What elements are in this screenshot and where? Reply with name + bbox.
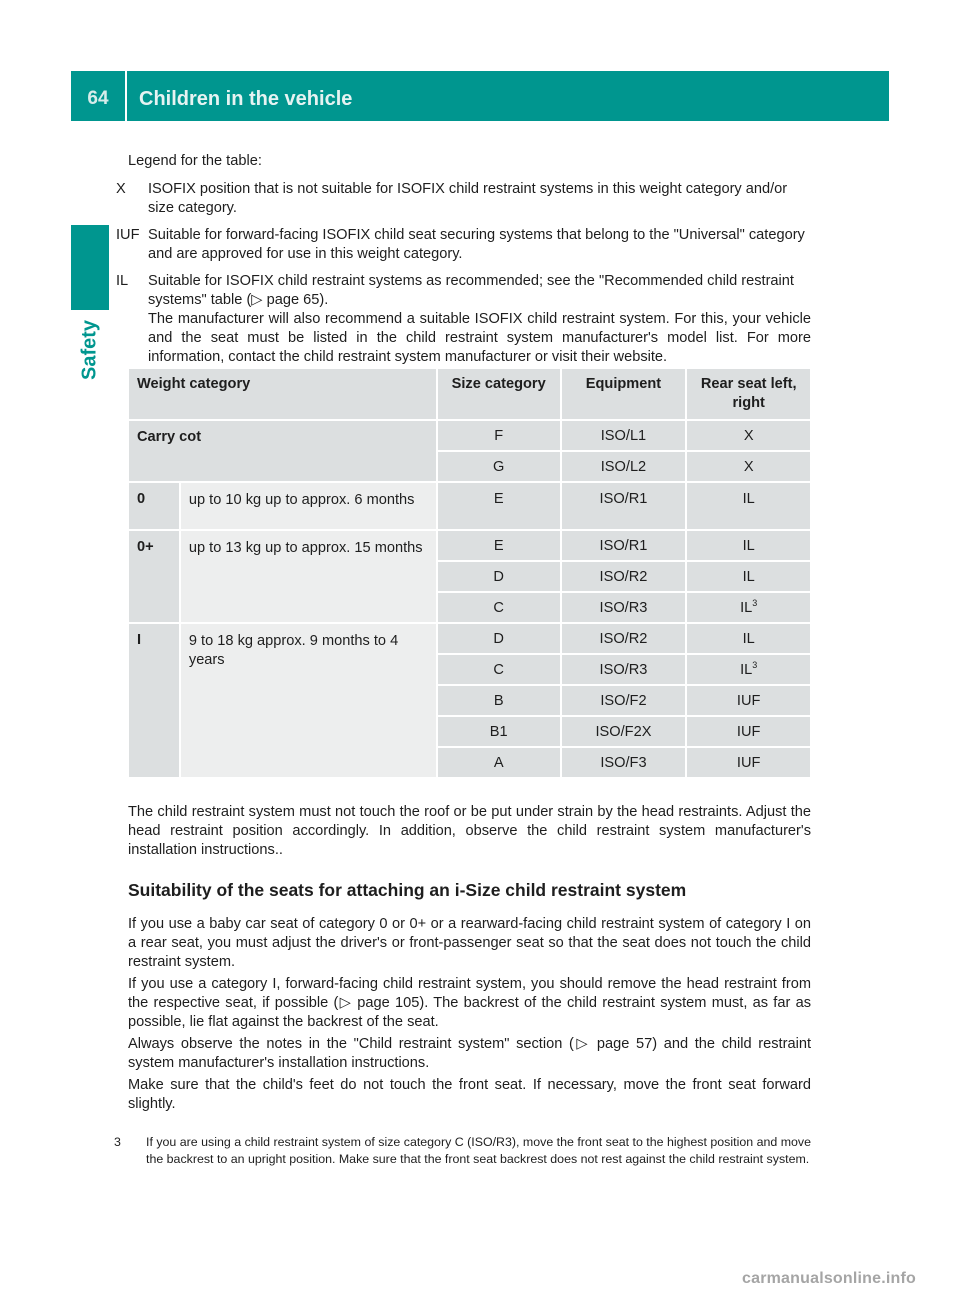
cell-weight-description: 9 to 18 kg approx. 9 months to 4 years — [180, 623, 437, 778]
cell-equipment: ISO/F2 — [561, 685, 687, 716]
side-tab-label: Safety — [78, 319, 101, 381]
cell-weight-category: 0+ — [128, 530, 180, 623]
cell-equipment: ISO/F3 — [561, 747, 687, 778]
section-paragraph: Always observe the notes in the "Child restraint system" section (▷ page 57) and the child restraint system manufacturer's installation instructions. — [128, 1036, 811, 1071]
cell-equipment: ISO/L2 — [561, 451, 687, 482]
seat-value: IL — [742, 537, 755, 554]
cell-rear-seat — [686, 685, 811, 716]
table-row — [128, 420, 811, 451]
legend-extra-text: The manufacturer will also recommend a suitable ISOFIX child restraint system. For this, your vehicle and the seat must be listed in the child restraint system manufacturer's model list. For more information, contact the child restraint system manufacturer or visit their website. — [148, 311, 811, 365]
table-header-row — [128, 368, 811, 420]
side-tab — [68, 310, 112, 390]
cell-size-category: D — [437, 623, 561, 654]
header-rear-seat: Rear seat left, right — [686, 368, 811, 420]
page-header — [71, 71, 889, 121]
cell-rear-seat — [686, 482, 811, 530]
footnote-ref: 3 — [752, 597, 758, 608]
cell-rear-seat — [686, 530, 811, 561]
seat-value: IL — [742, 568, 755, 585]
legend-title: Legend for the table: — [128, 153, 262, 169]
seat-value: IL — [740, 661, 753, 678]
cell-size-category: C — [437, 654, 561, 685]
section-body — [128, 915, 811, 1117]
cell-equipment: ISO/R1 — [561, 530, 687, 561]
cell-equipment: ISO/R2 — [561, 561, 687, 592]
seat-value: IUF — [736, 723, 761, 740]
seat-value: IL — [740, 599, 753, 616]
footnote — [114, 1134, 811, 1168]
seat-value: IL — [742, 630, 755, 647]
isofix-table — [127, 367, 812, 779]
cell-weight-description: up to 13 kg up to approx. 15 months — [180, 530, 437, 623]
table-body — [128, 420, 811, 778]
legend-key: X — [116, 181, 126, 197]
header-equipment: Equipment — [561, 368, 687, 420]
cell-size-category: F — [437, 420, 561, 451]
cell-equipment: ISO/L1 — [561, 420, 687, 451]
cell-equipment: ISO/R2 — [561, 623, 687, 654]
legend-key: IL — [116, 273, 129, 289]
table-row — [128, 482, 811, 530]
cell-size-category: B — [437, 685, 561, 716]
footnote-mark: 3 — [114, 1135, 121, 1149]
cell-size-category: B1 — [437, 716, 561, 747]
seat-value: X — [743, 427, 754, 444]
table-row — [128, 623, 811, 654]
cell-equipment: ISO/R3 — [561, 654, 687, 685]
section-paragraph: Make sure that the child's feet do not touch the front seat. If necessary, move the front seat forward slightly. — [128, 1077, 811, 1112]
cell-weight-description: up to 10 kg up to approx. 6 months — [180, 482, 437, 530]
cell-rear-seat — [686, 561, 811, 592]
cell-rear-seat — [686, 654, 811, 685]
legend-item-il — [116, 272, 811, 367]
cell-size-category: D — [437, 561, 561, 592]
legend-section — [116, 152, 811, 375]
footnote-ref: 3 — [752, 659, 758, 670]
chapter-title: Children in the vehicle — [139, 87, 353, 110]
watermark-logo: carmanualsonline.info — [742, 1270, 917, 1287]
cell-weight-category: I — [128, 623, 180, 778]
cell-size-category: E — [437, 482, 561, 530]
legend-text: Suitable for forward-facing ISOFIX child seat securing systems that belong to the "Universal" category and are approved for use in this weight category. — [148, 227, 805, 262]
section-paragraph: If you use a category I, forward-facing child restraint system, you should remove the head restraint from the respective seat, if possible (▷ page 105). The backrest of the child restraint system must, as far as possible, lie flat against the backrest of the seat. — [128, 976, 811, 1030]
seat-value: X — [743, 458, 754, 475]
legend-item-x — [116, 180, 811, 218]
cell-size-category: E — [437, 530, 561, 561]
cell-rear-seat — [686, 716, 811, 747]
cell-rear-seat — [686, 747, 811, 778]
section-heading: Suitability of the seats for attaching an i-Size child restraint system — [128, 880, 687, 900]
head-restraint-note: The child restraint system must not touch the roof or be put under strain by the head restraints. Adjust the head restraint position accordingly. In addition, observe the child restraint system manufacturer's installation instructions.. — [128, 804, 811, 858]
table-row — [128, 530, 811, 561]
seat-value: IUF — [736, 754, 761, 771]
cell-size-category: C — [437, 592, 561, 623]
legend-key: IUF — [116, 227, 140, 243]
cell-rear-seat — [686, 592, 811, 623]
side-tab-marker — [71, 225, 109, 310]
section-paragraph: If you use a baby car seat of category 0 or 0+ or a rearward-facing child restraint system of category I on a rear seat, you must adjust the driver's or front-passenger seat so that the seat does not touch the child restraint system. — [128, 916, 811, 970]
seat-value: IUF — [736, 692, 761, 709]
cell-rear-seat — [686, 623, 811, 654]
cell-size-category: A — [437, 747, 561, 778]
legend-item-iuf — [116, 226, 811, 264]
cell-equipment: ISO/R3 — [561, 592, 687, 623]
cell-equipment: ISO/R1 — [561, 482, 687, 530]
legend-text: ISOFIX position that is not suitable for ISOFIX child restraint systems in this weight category and/or size category. — [148, 181, 788, 216]
cell-weight-category: Carry cot — [128, 420, 437, 482]
header-weight-category: Weight category — [128, 368, 437, 420]
seat-value: IL — [742, 491, 755, 507]
cell-rear-seat — [686, 420, 811, 451]
header-size-category: Size category — [437, 368, 561, 420]
page-number: 64 — [87, 88, 109, 109]
legend-text: Suitable for ISOFIX child restraint systems as recommended; see the "Recommended child restraint systems" table (▷ page 65). — [148, 273, 794, 308]
cell-rear-seat — [686, 451, 811, 482]
cell-equipment: ISO/F2X — [561, 716, 687, 747]
cell-size-category: G — [437, 451, 561, 482]
cell-weight-category: 0 — [128, 482, 180, 530]
footnote-text: If you are using a child restraint system of size category C (ISO/R3), move the front seat to the highest position and move the backrest to an upright position. Make sure that the front seat backrest does not rest against the child restraint system. — [146, 1135, 811, 1166]
